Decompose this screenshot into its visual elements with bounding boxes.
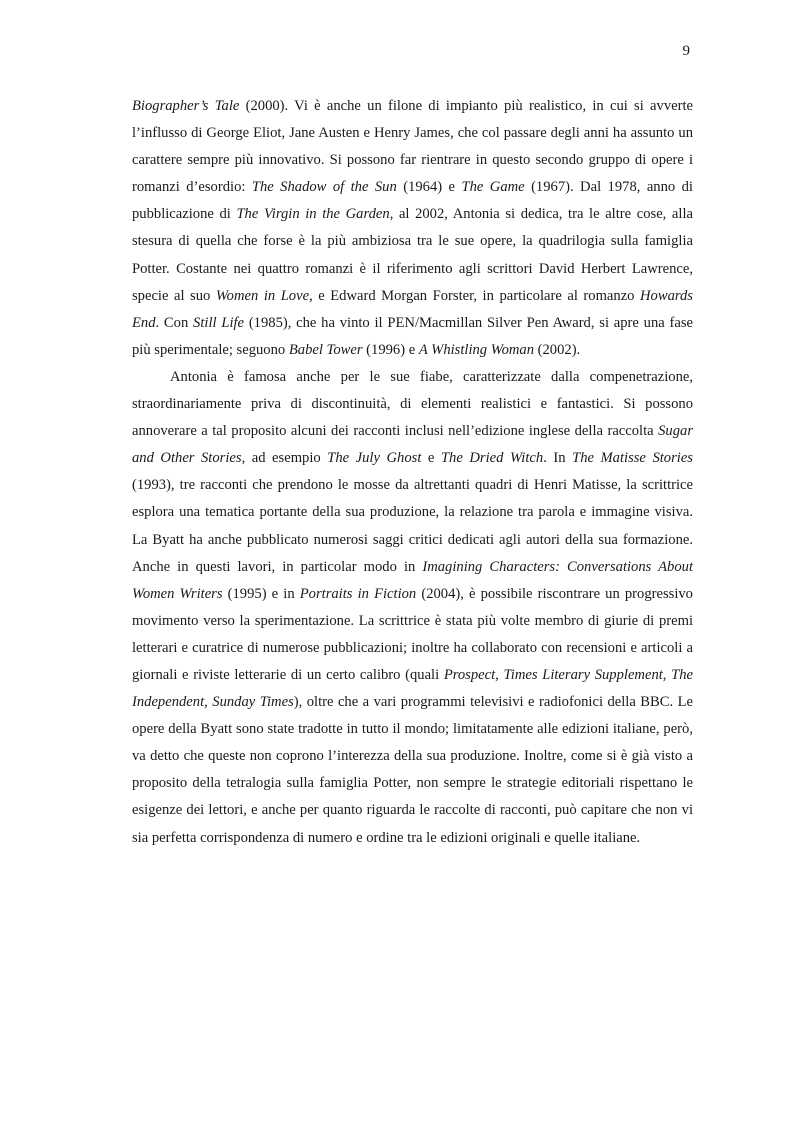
text-run: ), oltre che a vari programmi televisivi e radiofonici della BBC. Le opere della Byatt sono state tradotte in tutto il mondo; limitatamente alle edizioni italiane, però, va detto che queste non coprono l’interezza della sua produzione. Inoltre, come si è già visto a proposito della tetralogia sulla famiglia Potter, non sempre le strategie editoriali rispettano le esigenze dei lettori, e anche per quanto riguarda le raccolte di racconti, può capitare che non vi sia perfetta corrispondenza di numero e ordine tra le edizioni originali e quelle italiane. [132,694,694,846]
work-title: The Shadow of the Sun [251,179,397,196]
paragraph-2 [132,364,693,852]
text-run: Antonia è famosa anche per le sue fiabe, caratterizzate dalla compenetrazione, straordinariamente priva di discontinuità, di elementi realistici e fantastici. Si possono annoverare a tal proposito alcuni dei racconti inclusi nell’edizione inglese della raccolta [132,368,693,440]
work-title: Women in Love [215,287,310,304]
text-run: , [204,694,213,711]
text-run: e [421,450,441,467]
text-run: , ad esempio [241,450,328,467]
work-title: The July Ghost [327,450,422,467]
text-run: , [495,666,504,683]
work-title: Imagining Characters: Conversations About Women Writers [132,558,693,602]
text-run: (1964) e [396,179,462,196]
work-title: Howards End [132,287,693,331]
text-run: (2004), è possibile riscontrare un progressivo movimento verso la sperimentazione. La scrittrice è stata più volte membro di giurie di premi letterari e curatrice di numerose pubblicazioni; inoltre ha collaborato con recensioni e articoli a giornali e riviste letterarie di un certo calibro (quali [132,585,693,683]
text-run: (1996) e [362,341,419,358]
work-title: Sunday Times [212,694,294,711]
work-title: A Whistling Woman [418,341,534,358]
work-title: Prospect [443,666,496,683]
work-title: The Independent [132,666,693,711]
text-run: , e Edward Morgan Forster, in particolare al romanzo [309,287,640,304]
body-text [132,93,693,852]
work-title: Sugar and Other Stories [132,423,693,467]
paragraph-1 [132,93,693,364]
text-run: (2002). [534,341,581,358]
page-number: 9 [682,43,690,59]
work-title: Babel Tower [288,341,363,358]
work-title: Times Literary Supplement [503,666,663,683]
work-title: The Dried Witch [440,450,544,467]
work-title: Biographer’s Tale [132,98,240,114]
work-title: The Virgin in the Garden [236,206,390,223]
text-run: . Con [155,314,194,331]
text-run: (1967). Dal 1978, anno di pubblicazione di [132,179,693,223]
work-title: The Matisse Stories [572,450,693,467]
work-title: Still Life [193,314,245,331]
text-run: (2000). Vi è anche un filone di impianto più realistico, in cui si avverte l’influsso di George Eliot, Jane Austen e Henry James, che col passare degli anni ha assunto un carattere sempre più innovativo. Si possono far rientrare in questo secondo gruppo di opere i romanzi d’esordio: [132,98,693,196]
text-run: (1985), che ha vinto il PEN/Macmillan Silver Pen Award, si apre una fase più sperimentale; seguono [132,314,694,358]
text-run: (1995) e in [222,585,300,602]
text-run: , al 2002, Antonia si dedica, tra le altre cose, alla stesura di quella che forse è la più ambiziosa tra le sue opere, la quadrilogia sulla famiglia Potter. Costante nei quattro romanzi è il riferimento agli scrittori David Herbert Lawrence, specie al suo [132,206,693,304]
text-run: . In [543,450,573,467]
text-run: , [662,666,672,683]
text-run: (1993), tre racconti che prendono le mosse da altrettanti quadri di Henri Matisse, la scrittrice esplora una tematica portante della sua produzione, la relazione tra parola e immagine visiva. La Byatt ha anche pubblicato numerosi saggi critici dedicati agli autori della sua formazione. Anche in questi lavori, in particolar modo in [132,477,693,575]
work-title: The Game [461,179,525,196]
work-title: Portraits in Fiction [299,585,417,602]
